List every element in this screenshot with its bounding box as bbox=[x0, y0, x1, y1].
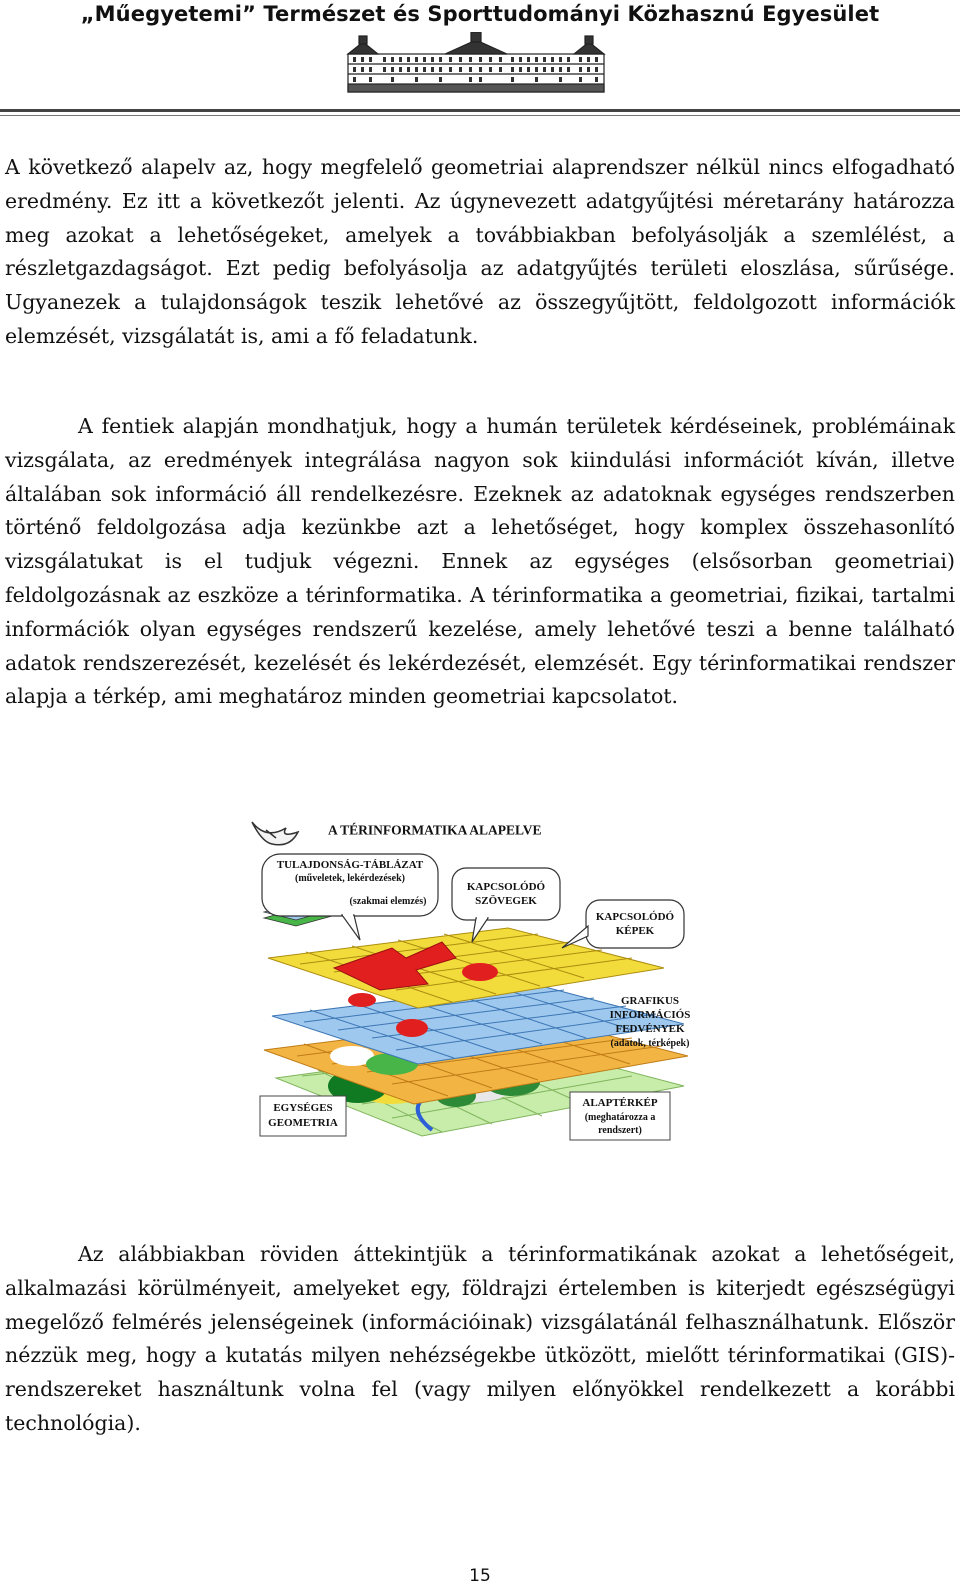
geometry-label-line1: EGYSÉGES bbox=[273, 1102, 333, 1114]
table-label-line1: TULAJDONSÁG-TÁBLÁZAT bbox=[276, 859, 424, 871]
paragraph-3: Az alábbiakban röviden áttekintjük a térinformatikának azokat a lehetőségeit, alkalmazási körülményeit, amelyeket egy, földrajzi értelemben is kiterjedt egészségügyi megelőző felmérés jelenségeinek (információinak) vizsgálatánál felhasználhatunk. Először nézzük meg, hogy a kutatás milyen nehézségekbe ütközött, mielőtt térinformatikai (GIS)-rendszereket használtunk volna fel (vagy milyen előnyökkel rendelkezett a korábbi technológia). bbox=[5, 1242, 955, 1435]
table-label-line3: (szakmai elemzés) bbox=[349, 896, 427, 907]
texts-label-line2: SZÖVEGEK bbox=[475, 895, 537, 907]
figure-title: A TÉRINFORMATIKA ALAPELVE bbox=[328, 822, 542, 838]
geometry-label-line2: GEOMETRIA bbox=[268, 1117, 338, 1129]
paragraph-1: A következő alapelv az, hogy megfelelő geometriai alaprendszer nélkül nincs elfogadható eredmény. Ez itt a következőt jelenti. Az úgynevezett adatgyűjtési méretarány határozza meg azokat a lehetőségeket, amelyek a továbbiakban befolyásolják a szemlélést, a részletgazdagságot. Ezt pedig befolyásolja az adatgyűjtés területi eloszlása, sűrűsége. Ugyanezek a tulajdonságok teszik lehetővé az összegyűjtött, feldolgozott információk elemzését, vizsgálatát is, ami a fő feladatunk. bbox=[5, 155, 955, 348]
images-label-line2: KÉPEK bbox=[615, 925, 655, 937]
table-label-line2: (műveletek, lekérdezések) bbox=[295, 873, 405, 884]
basemap-label-line1: ALAPTÉRKÉP bbox=[582, 1097, 658, 1109]
basemap-label-line3: rendszert) bbox=[598, 1125, 642, 1136]
gis-principle-figure bbox=[242, 818, 692, 1161]
page-number: 15 bbox=[469, 1566, 491, 1586]
graphic-label-line2: INFORMÁCIÓS bbox=[609, 1009, 691, 1021]
paragraph-2: A fentiek alapján mondhatjuk, hogy a humán területek kérdéseinek, problémáinak vizsgálata, az eredmények integrálása nagyon sok kiindulási információt kíván, illetve általában sok információ áll rendelkezésre. Ezeknek az adatoknak egységes rendszerben történő feldolgozása adja kezünkbe azt a lehetőséget, hogy komplex összehasonlító vizsgálatukat is el tudjuk végezni. Ennek az egységes (elsősorban geometriai) feldolgozásnak az eszköze a térinformatika. A térinformatika a geometriai, fizikai, tartalmi információk olyan egységes rendszerű kezelése, amely lehetővé teszi a benne található adatok rendszerezését, kezelését és lekérdezését, elemzését. Egy térinformatikai rendszer alapja a térkép, ami meghatároz minden geometriai kapcsolatot. bbox=[5, 414, 955, 709]
header-divider-thin bbox=[0, 115, 960, 116]
graphic-label-line4: (adatok, térképek) bbox=[610, 1038, 690, 1049]
basemap-label-line2: (meghatározza a bbox=[584, 1112, 656, 1123]
graphic-label-line1: GRAFIKUS bbox=[620, 995, 680, 1007]
header-divider bbox=[0, 109, 960, 112]
header-title: „Műegyetemi” Természet és Sporttudományi Közhasznú Egyesület bbox=[80, 2, 880, 26]
images-label-line1: KAPCSOLÓDÓ bbox=[595, 911, 675, 923]
texts-label-line1: KAPCSOLÓDÓ bbox=[466, 881, 546, 893]
graphic-label-line3: FEDVÉNYEK bbox=[615, 1023, 685, 1035]
university-building-icon bbox=[345, 32, 607, 94]
